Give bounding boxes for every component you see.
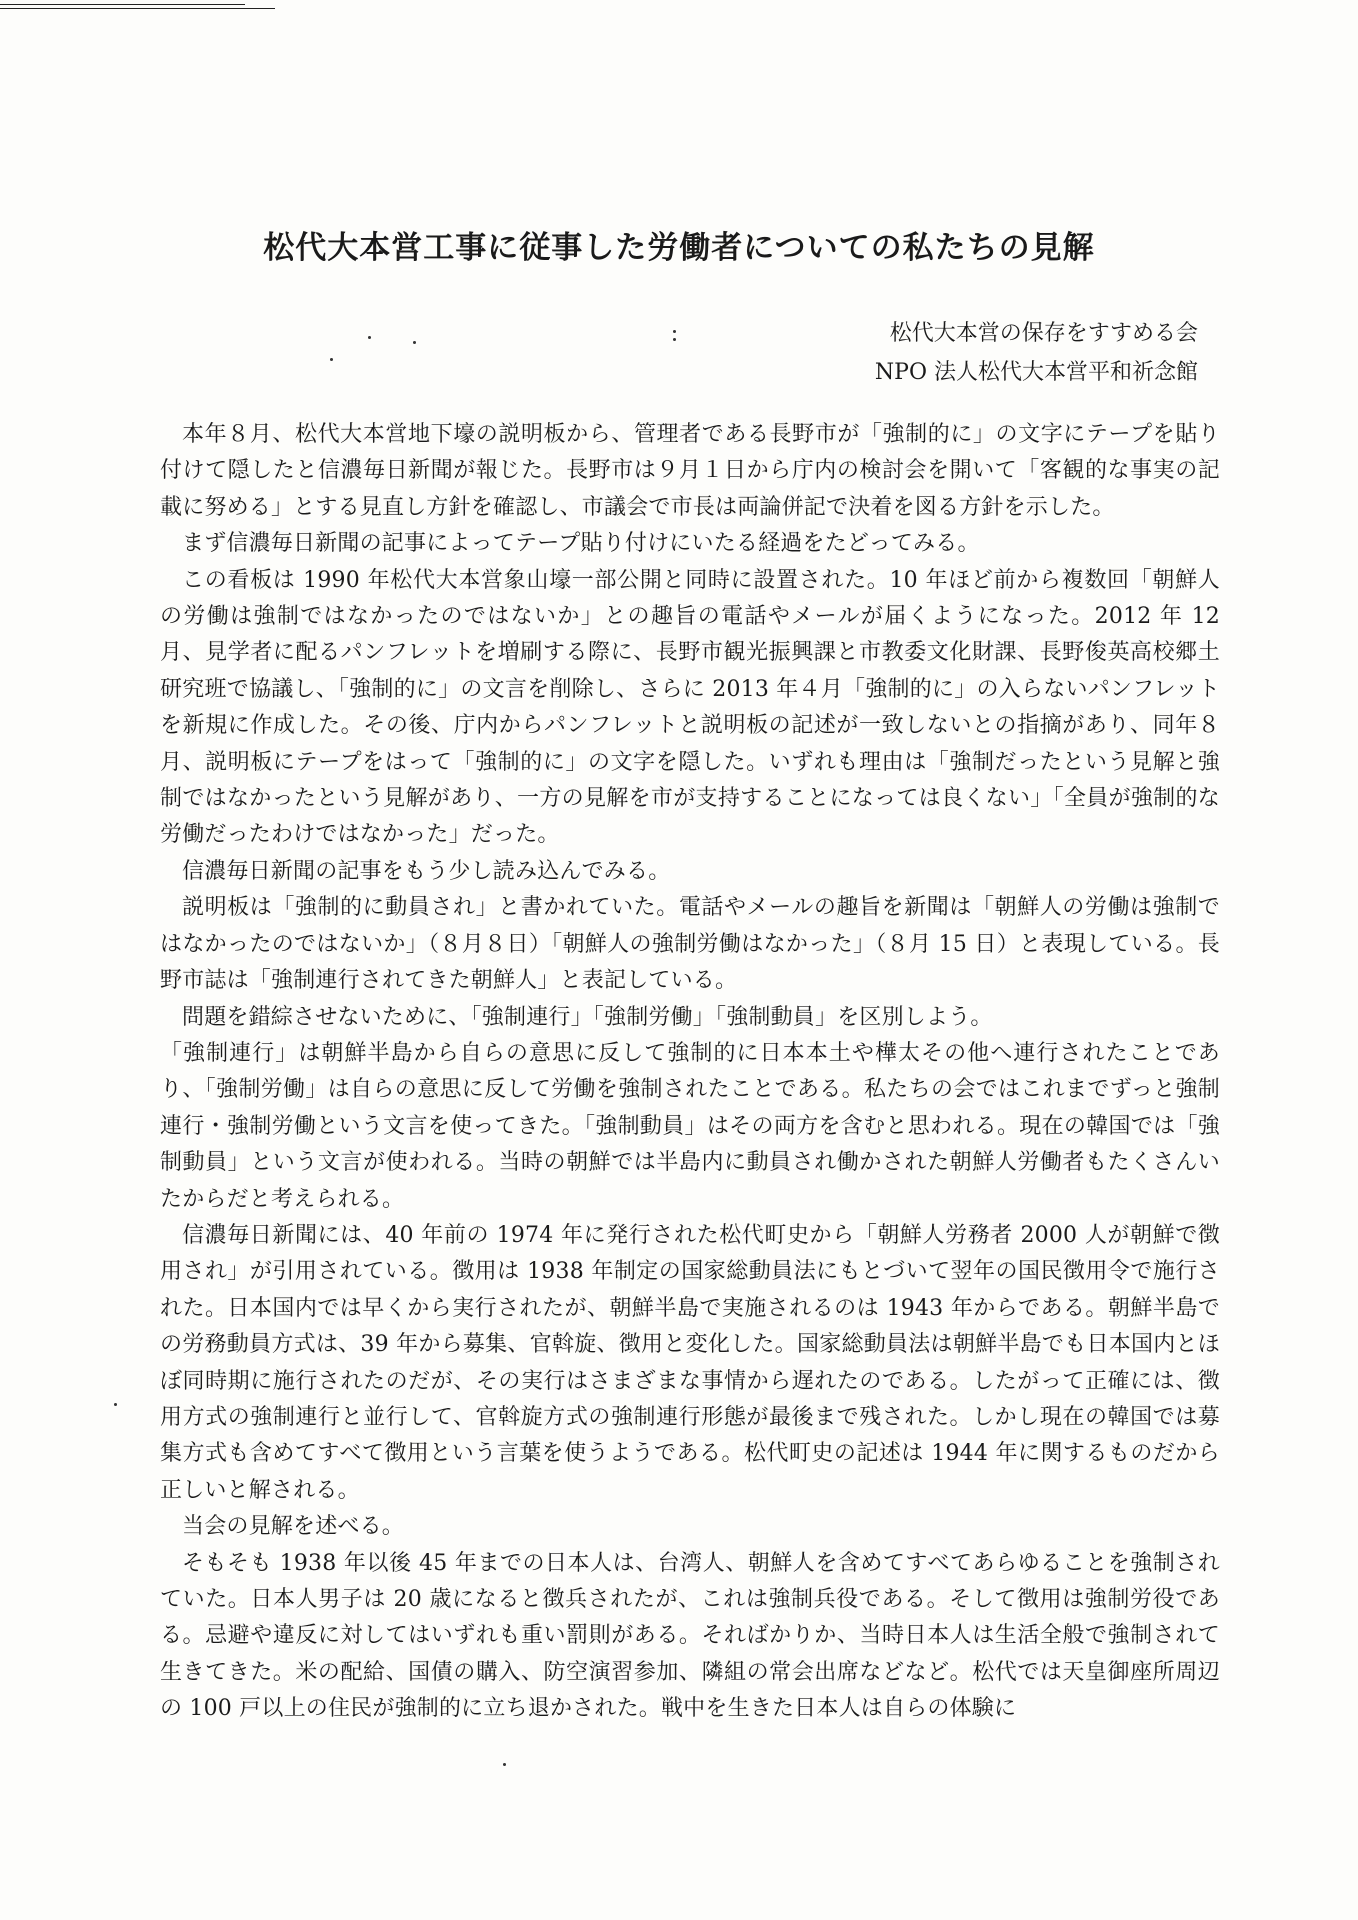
scan-speck (330, 358, 333, 361)
body-paragraph: 信濃毎日新聞には、40 年前の 1974 年に発行された松代町史から「朝鮮人労務者 2000 人が朝鮮で徴用され」が引用されている。徴用は 1938 年制定の国家総動員法にもとづいて翌年の国民徴用令で施行された。日本国内では早くから実行されたが、朝鮮半島で実施されるのは 1943 年からである。朝鮮半島での労務動員方式は、39 年から募集、官斡旋、徴用と変化した。国家総動員法は朝鮮半島でも日本国内とほぼ同時期に施行されたのだが、その実行はさまざまな事情から遅れたのである。したがって正確には、徴用方式の強制連行と並行して、官斡旋方式の強制連行形態が最後まで残された。しかし現在の韓国では募集方式も含めてすべて徴用という言葉を使うようである。松代町史の記述は 1944 年に関するものだから正しいと解される。 (160, 1222, 1220, 1503)
body-paragraph: 当会の見解を述べる。 (182, 1514, 405, 1540)
body-paragraph: 「強制連行」は朝鮮半島から自らの意思に反して強制的に日本本土や樺太その他へ連行されたことであり、「強制労働」は自らの意思に反して労働を強制されたことである。私たちの会ではこれまでずっと強制連行・強制労働という文言を使ってきた。「強制動員」はその両方を含むと思われる。現在の韓国では「強制動員」という文言が使われる。当時の朝鮮では半島内に動員され働かされた朝鮮人労働者もたくさんいたからだと考えられる。 (160, 1040, 1220, 1212)
document-title: 松代大本営工事に従事した労働者についての私たちの見解 (263, 230, 1095, 266)
author-organization: NPO 法人松代大本営平和祈念館 (874, 360, 1198, 385)
scan-speck (673, 338, 676, 341)
scan-speck (368, 336, 371, 339)
scan-speck (413, 341, 416, 344)
body-paragraph: 問題を錯綜させないために、「強制連行」「強制労働」「強制動員」を区別しよう。 (182, 1004, 993, 1030)
document-body (160, 417, 1220, 1728)
scan-edge-line (0, 8, 275, 9)
scan-speck (503, 1763, 506, 1766)
scan-speck (673, 330, 676, 333)
scan-speck (114, 1403, 117, 1406)
body-paragraph: そもそも 1938 年以後 45 年までの日本人は、台湾人、朝鮮人を含めてすべてあらゆることを強制されていた。日本人男子は 20 歳になると徴兵されたが、これは強制兵役である。そして徴用は強制労役である。忌避や違反に対してはいずれも重い罰則がある。そればかりか、当時日本人は生活全般で強制されて生きてきた。米の配給、国債の購入、防空演習参加、隣組の常会出席などなど。松代では天皇御座所周辺の 100 戸以上の住民が強制的に立ち退かされた。戦中を生きた日本人は自らの体験に (160, 1550, 1220, 1722)
author-block (875, 314, 1198, 392)
body-paragraph: 信濃毎日新聞の記事をもう少し読み込んでみる。 (182, 858, 671, 884)
scan-edge-line (0, 4, 245, 5)
body-paragraph: まず信濃毎日新聞の記事によってテープ貼り付けにいたる経過をたどってみる。 (182, 531, 980, 557)
body-paragraph: この看板は 1990 年松代大本営象山壕一部公開と同時に設置された。10 年ほど前から複数回「朝鮮人の労働は強制ではなかったのではないか」との趣旨の電話やメールが届くようになった。2012 年 12 月、見学者に配るパンフレットを増刷する際に、長野市観光振興課と市教委文化財課、長野俊英高校郷土研究班で協議し、「強制的に」の文言を削除し、さらに 2013 年４月「強制的に」の入らないパンフレットを新規に作成した。その後、庁内からパンフレットと説明板の記述が一致しないとの指摘があり、同年８月、説明板にテープをはって「強制的に」の文字を隠した。いずれも理由は「強制だったという見解と強制ではなかったという見解があり、一方の見解を市が支持することになっては良くない」「全員が強制的な労働だったわけではなかった」だった。 (160, 567, 1220, 848)
author-organization: 松代大本営の保存をすすめる会 (889, 321, 1198, 346)
body-paragraph: 本年８月、松代大本営地下壕の説明板から、管理者である長野市が「強制的に」の文字にテープを貼り付けて隠したと信濃毎日新聞が報じた。長野市は９月１日から庁内の検討会を開いて「客観的な事実の記載に努める」とする見直し方針を確認し、市議会で市長は両論併記で決着を図る方針を示した。 (160, 422, 1220, 520)
body-paragraph: 説明板は「強制的に動員され」と書かれていた。電話やメールの趣旨を新聞は「朝鮮人の労働は強制ではなかったのではないか」（８月８日）「朝鮮人の強制労働はなかった」（８月 15 日）と表現している。長野市誌は「強制連行されてきた朝鮮人」と表記している。 (160, 895, 1220, 994)
